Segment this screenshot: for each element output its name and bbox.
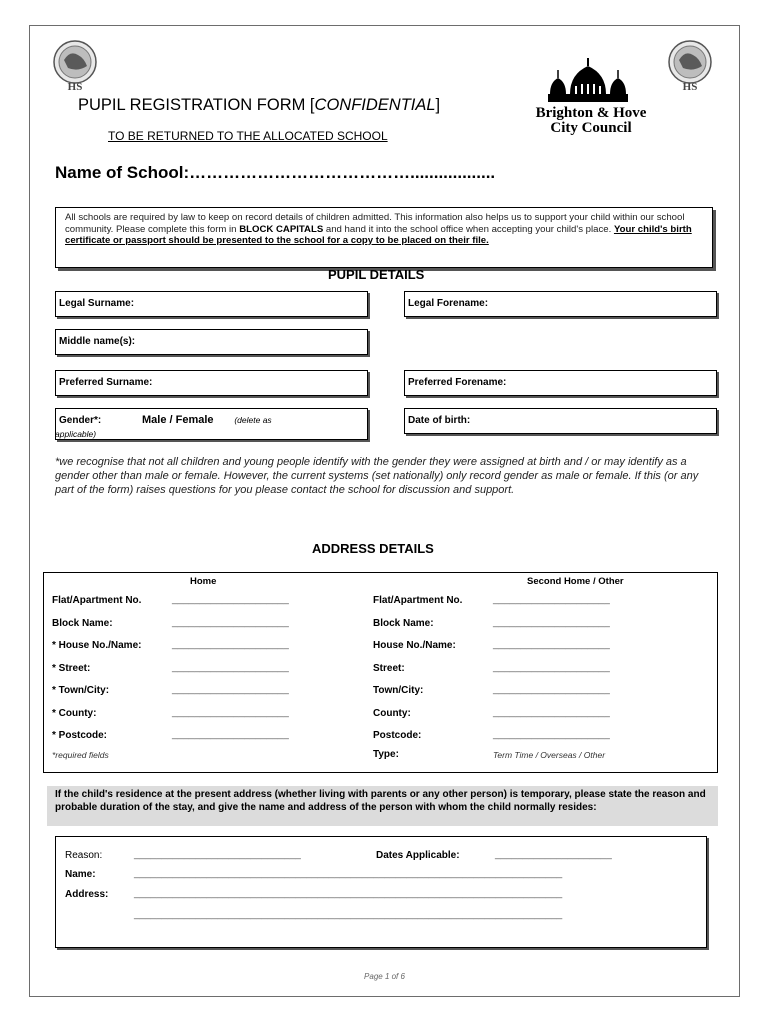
svg-text:HS: HS bbox=[682, 81, 698, 93]
temporary-residence-instructions: If the child's residence at the present address (whether living with parents or any other person) is temporary, please state the reason and probable duration of the stay, and give the name and address of the person with whom the child normally resides: bbox=[47, 786, 718, 826]
address-second_labels-label: Street: bbox=[373, 662, 405, 674]
address-home_labels-input-line[interactable]: _____________________ bbox=[172, 616, 289, 628]
address-details-heading: ADDRESS DETAILS bbox=[312, 541, 434, 556]
svg-text:HS: HS bbox=[67, 81, 83, 93]
middle-names-field[interactable]: Middle name(s): bbox=[55, 329, 368, 355]
dates-applicable-label: Dates Applicable: bbox=[376, 850, 460, 861]
gender-hint-2: applicable) bbox=[55, 429, 97, 439]
gender-label: Gender*: bbox=[59, 415, 102, 426]
second-home-column-header: Second Home / Other bbox=[527, 576, 624, 587]
address-second_labels-input-line[interactable]: _____________________ bbox=[493, 639, 610, 650]
name-line[interactable]: _____________________________________________________________________________ bbox=[134, 868, 563, 879]
school-crest-right bbox=[667, 38, 713, 96]
address-type-label: Type: bbox=[373, 749, 399, 760]
address-home_labels-input-line[interactable]: _____________________ bbox=[172, 639, 289, 650]
address-second_labels-input-line[interactable]: _____________________ bbox=[493, 729, 610, 740]
temporary-residence-box bbox=[55, 836, 707, 948]
form-title: PUPIL REGISTRATION FORM [CONFIDENTIAL] bbox=[78, 96, 441, 114]
required-fields-note: *required fields bbox=[52, 750, 109, 760]
council-logo-icon bbox=[540, 56, 635, 104]
pupil-details-heading: PUPIL DETAILS bbox=[328, 267, 425, 282]
school-name-field[interactable]: Name of School:………………………………….................. bbox=[55, 163, 496, 182]
preferred-forename-field[interactable]: Preferred Forename: bbox=[404, 370, 717, 396]
address-home_labels-input-line[interactable]: _____________________ bbox=[172, 661, 289, 673]
legal-forename-field[interactable]: Legal Forename: bbox=[404, 291, 717, 317]
address-home_labels-label: * Town/City: bbox=[52, 685, 110, 696]
address-second_labels-label: Postcode: bbox=[373, 730, 422, 741]
council-name: Brighton & Hove City Council bbox=[535, 105, 647, 136]
address-table bbox=[43, 572, 718, 773]
form-page bbox=[29, 25, 740, 997]
address-home_labels-input-line[interactable]: _____________________ bbox=[172, 706, 289, 718]
address-label: Address: bbox=[65, 889, 109, 900]
gender-hint: (delete as bbox=[234, 415, 272, 425]
address-second_labels-label: House No./Name: bbox=[373, 640, 456, 651]
home-column-header: Home bbox=[190, 576, 217, 587]
legal-notice: All schools are required by law to keep on record details of children admitted. This information also helps us to support your child within our school community. Please complete this form in BLOCK CAPITALS and hand it into the school office when accepting your child's place. Your child's birth certificate or passport should be presented to the school for a copy to be placed on their file. bbox=[55, 207, 713, 268]
address-home_labels-input-line[interactable]: _____________________ bbox=[172, 729, 289, 740]
address-second_labels-label: Block Name: bbox=[373, 617, 434, 629]
address-second_labels-input-line[interactable]: _____________________ bbox=[493, 684, 610, 695]
address-second_labels-label: Flat/Apartment No. bbox=[373, 595, 463, 606]
address-line-2[interactable]: _____________________________________________________________________________ bbox=[134, 909, 563, 920]
address-home_labels-label: * Street: bbox=[52, 662, 91, 674]
school-crest-left bbox=[52, 38, 98, 96]
address-second_labels-label: County: bbox=[373, 707, 411, 719]
address-home_labels-label: * Postcode: bbox=[52, 730, 108, 741]
dates-applicable-line[interactable]: _____________________ bbox=[495, 849, 612, 860]
gender-field[interactable] bbox=[55, 408, 368, 440]
address-second_labels-input-line[interactable]: _____________________ bbox=[493, 616, 610, 628]
legal-surname-field[interactable]: Legal Surname: bbox=[55, 291, 368, 317]
gender-options[interactable]: Male / Female bbox=[142, 414, 214, 426]
address-home_labels-label: Block Name: bbox=[52, 617, 113, 629]
address-home_labels-input-line[interactable]: _____________________ bbox=[172, 594, 289, 605]
reason-line[interactable]: ______________________________ bbox=[134, 849, 301, 860]
address-home_labels-input-line[interactable]: _____________________ bbox=[172, 684, 289, 695]
address-second_labels-input-line[interactable]: _____________________ bbox=[493, 661, 610, 673]
address-second_labels-label: Town/City: bbox=[373, 685, 424, 696]
gender-note: *we recognise that not all children and young people identify with the gender they were assigned at birth and / or may identify as a gender other than male or female. However, the current systems (set nationally) only record gender as male or female. If this (or any part of the form) raises questions for you please contact the school for discussion and support. bbox=[55, 456, 699, 496]
address-type-options[interactable]: Term Time / Overseas / Other bbox=[493, 750, 606, 760]
form-subtitle: TO BE RETURNED TO THE ALLOCATED SCHOOL bbox=[108, 129, 388, 143]
address-second_labels-input-line[interactable]: _____________________ bbox=[493, 594, 610, 605]
address-second_labels-input-line[interactable]: _____________________ bbox=[493, 706, 610, 718]
address-home_labels-label: * County: bbox=[52, 707, 97, 719]
address-line-1[interactable]: _____________________________________________________________________________ bbox=[134, 888, 563, 899]
address-home_labels-label: * House No./Name: bbox=[52, 640, 142, 651]
reason-label: Reason: bbox=[65, 850, 103, 861]
preferred-surname-field[interactable]: Preferred Surname: bbox=[55, 370, 368, 396]
page-number: Page 1 of 6 bbox=[364, 972, 405, 981]
date-of-birth-field[interactable]: Date of birth: bbox=[404, 408, 717, 434]
name-label: Name: bbox=[65, 869, 96, 880]
address-home_labels-label: Flat/Apartment No. bbox=[52, 595, 142, 606]
